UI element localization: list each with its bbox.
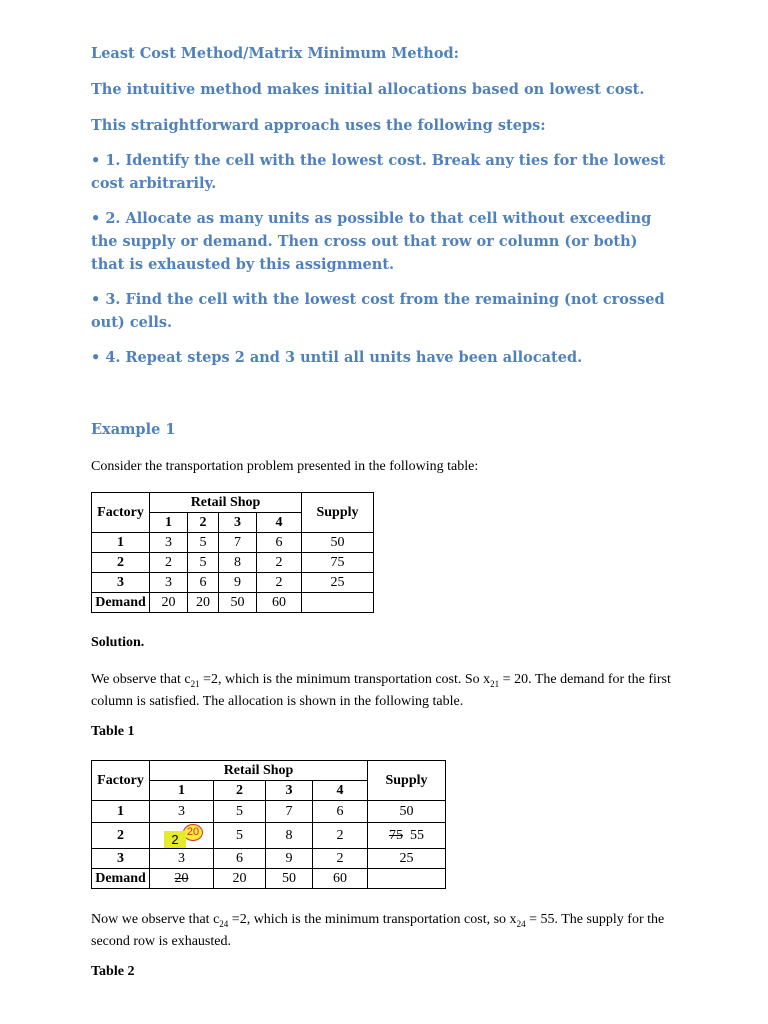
demand-label: Demand — [92, 869, 150, 889]
highlighted-cost: 2 — [164, 831, 186, 848]
cost-cell: 9 — [219, 573, 257, 593]
shop-header: 2 — [188, 513, 219, 533]
factory-label: 1 — [92, 533, 150, 553]
cost-cell: 6 — [257, 533, 302, 553]
cost-cell: 7 — [266, 801, 313, 823]
supply-cell: 75 — [302, 553, 374, 573]
paragraph-1: We observe that $c_{21} =2$, which is the minimum transportation cost. So $x_{21} = 20$. The demand for the first column is satisfied. The allocation is shown in the following table. — [91, 672, 671, 709]
step-4: • 4. Repeat steps 2 and 3 until all units have been allocated. — [91, 349, 583, 366]
empty-cell — [368, 869, 446, 889]
page-heading: Least Cost Method/Matrix Minimum Method: — [91, 45, 460, 62]
retail-shop-header: Retail Shop — [150, 493, 302, 513]
empty-cell — [302, 593, 374, 613]
factory-label: 1 — [92, 801, 150, 823]
cost-cell: 3 — [150, 533, 188, 553]
cost-cell: 2 — [313, 823, 368, 849]
allocated-cell — [150, 823, 214, 849]
supply-cell: 25 — [368, 849, 446, 869]
struck-supply: 75 — [389, 827, 403, 843]
cost-cell: 8 — [219, 553, 257, 573]
cost-cell: 3 — [150, 849, 214, 869]
retail-shop-header: Retail Shop — [150, 761, 368, 781]
cost-cell: 2 — [257, 573, 302, 593]
factory-label: 3 — [92, 573, 150, 593]
demand-cell: 50 — [266, 869, 313, 889]
supply-cell — [368, 823, 446, 849]
factory-label: 3 — [92, 849, 150, 869]
step-1: • 1. Identify the cell with the lowest cost. Break any ties for the lowest cost arbitrarily. — [91, 152, 666, 192]
shop-header: 2 — [214, 781, 266, 801]
step-3: • 3. Find the cell with the lowest cost from the remaining (not crossed out) cells. — [91, 291, 665, 331]
factory-header: Factory — [92, 493, 150, 533]
demand-cell: 20 — [214, 869, 266, 889]
demand-row — [92, 869, 446, 889]
cost-cell: 5 — [188, 553, 219, 573]
table-1-label: Table 1 — [91, 724, 135, 739]
table-row — [92, 533, 374, 553]
shop-header: 3 — [266, 781, 313, 801]
transportation-table — [91, 492, 374, 613]
allocation-circle: 20 — [183, 824, 203, 841]
struck-demand: 20 — [174, 870, 189, 886]
updated-supply: 55 — [410, 827, 424, 843]
shop-header: 4 — [313, 781, 368, 801]
demand-cell — [150, 869, 214, 889]
supply-cell: 50 — [302, 533, 374, 553]
cost-cell: 6 — [313, 801, 368, 823]
supply-header: Supply — [302, 493, 374, 533]
demand-label: Demand — [92, 593, 150, 613]
cost-cell: 5 — [188, 533, 219, 553]
cost-cell: 2 — [313, 849, 368, 869]
example-title: Example 1 — [91, 421, 176, 438]
consider-text: Consider the transportation problem presented in the following table: — [91, 459, 479, 474]
table-row — [92, 573, 374, 593]
demand-cell: 60 — [257, 593, 302, 613]
intro-line-2: This straightforward approach uses the following steps: — [91, 117, 546, 134]
demand-row — [92, 593, 374, 613]
table-row — [92, 823, 446, 849]
supply-cell: 25 — [302, 573, 374, 593]
cost-cell: 5 — [214, 823, 266, 849]
shop-header: 3 — [219, 513, 257, 533]
shop-header: 1 — [150, 781, 214, 801]
table-row — [92, 553, 374, 573]
cost-cell: 9 — [266, 849, 313, 869]
cost-cell: 3 — [150, 801, 214, 823]
supply-header: Supply — [368, 761, 446, 801]
table-1 — [91, 760, 446, 889]
factory-label: 2 — [92, 823, 150, 849]
step-2: • 2. Allocate as many units as possible to that cell without exceeding the supply or demand. Then cross out that row or column (or both) that is exhausted by this assignment. — [91, 210, 652, 273]
supply-cell: 50 — [368, 801, 446, 823]
intro-line-1: The intuitive method makes initial allocations based on lowest cost. — [91, 81, 645, 98]
cost-cell: 7 — [219, 533, 257, 553]
shop-header: 1 — [150, 513, 188, 533]
demand-cell: 20 — [188, 593, 219, 613]
table-row — [92, 801, 446, 823]
paragraph-2: Now we observe that $c_{24} =2$, which is the minimum transportation cost, so $x_{24} = 55$. The supply for the second row is exhausted. — [91, 912, 665, 949]
shop-header: 4 — [257, 513, 302, 533]
cost-cell: 2 — [150, 553, 188, 573]
cost-cell: 2 — [257, 553, 302, 573]
cost-cell: 6 — [214, 849, 266, 869]
demand-cell: 60 — [313, 869, 368, 889]
cost-cell: 6 — [188, 573, 219, 593]
cost-cell: 8 — [266, 823, 313, 849]
cost-cell: 3 — [150, 573, 188, 593]
solution-label: Solution. — [91, 635, 145, 650]
factory-header: Factory — [92, 761, 150, 801]
table-2-label: Table 2 — [91, 964, 135, 979]
demand-cell: 20 — [150, 593, 188, 613]
factory-label: 2 — [92, 553, 150, 573]
cost-cell: 5 — [214, 801, 266, 823]
demand-cell: 50 — [219, 593, 257, 613]
table-row — [92, 849, 446, 869]
